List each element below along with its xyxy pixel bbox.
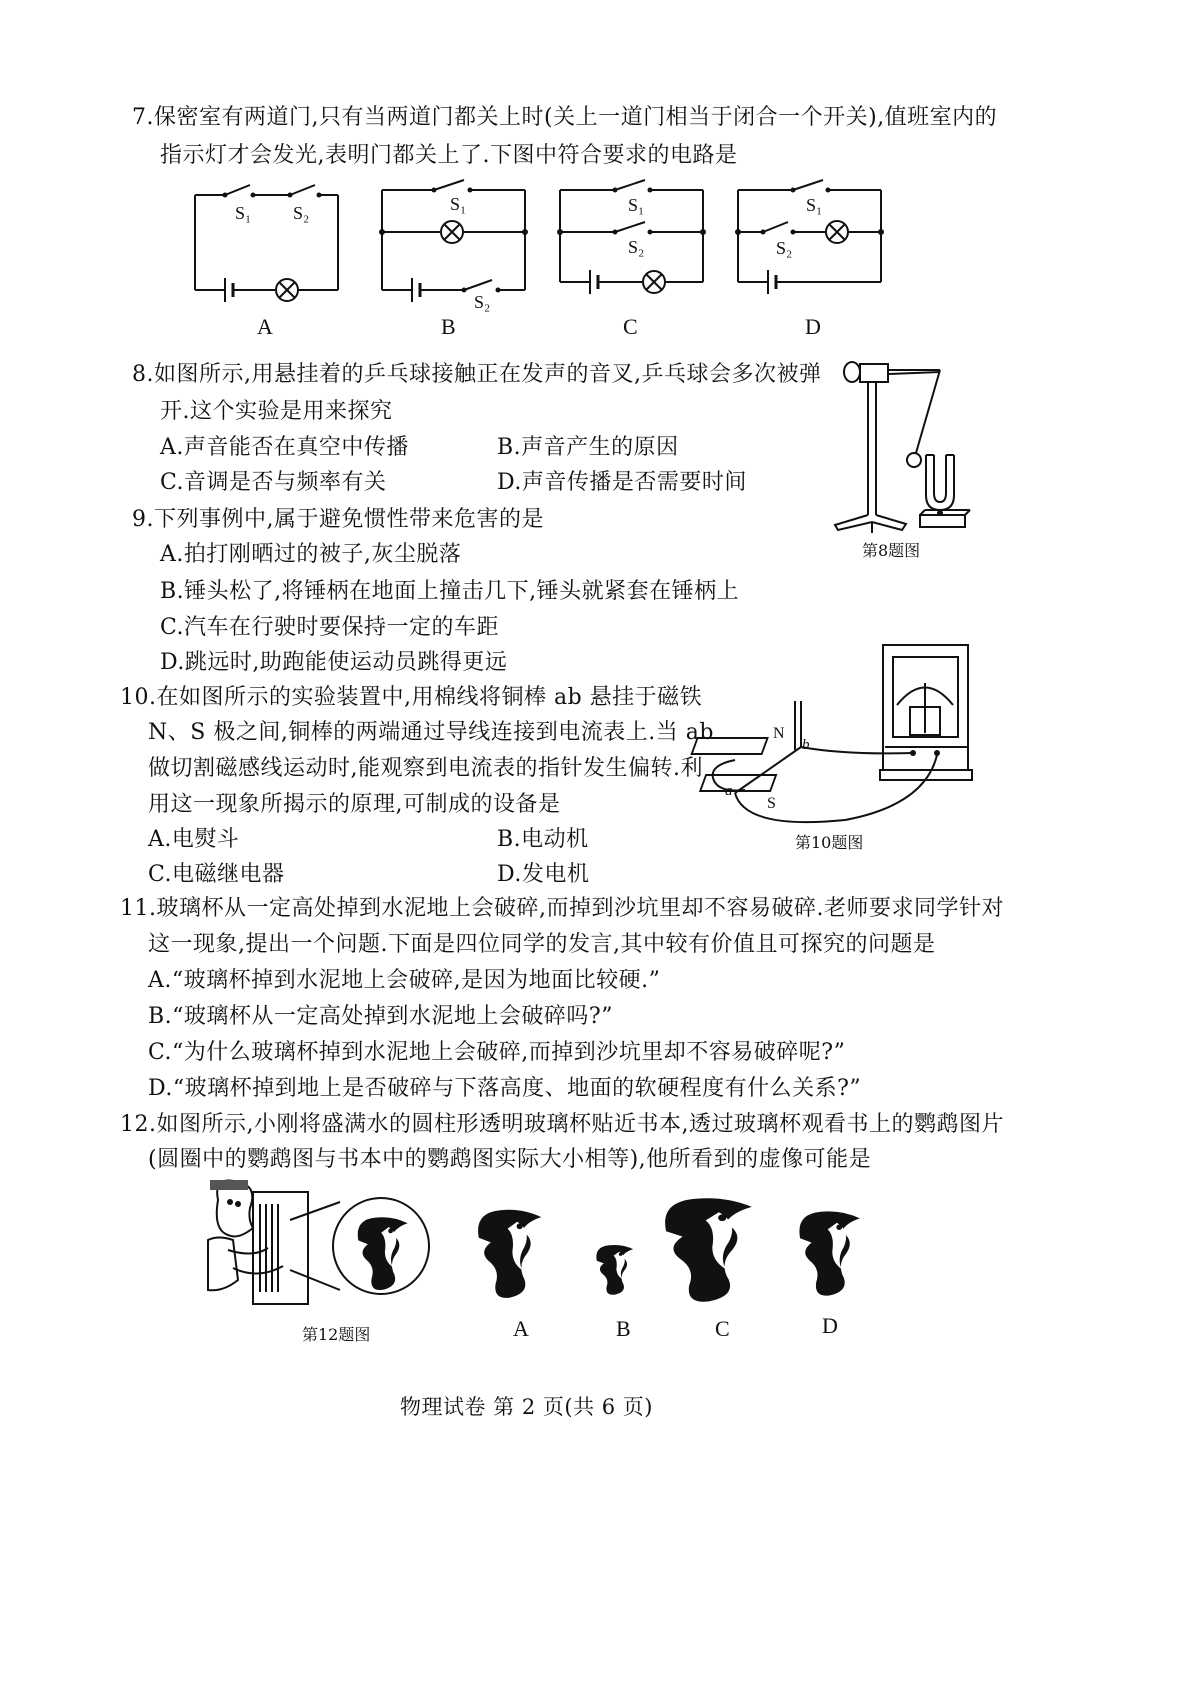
svg-text:S₁: S₁ <box>628 195 645 215</box>
svg-text:S₂: S₂ <box>628 237 645 257</box>
q11-line1: 11.玻璃杯从一定高处掉到水泥地上会破碎,而掉到沙坑里却不容易破碎.老师要求同学针对 <box>120 896 1004 921</box>
q8-line2: 开.这个实验是用来探究 <box>160 399 393 424</box>
q10-option-c: C.电磁继电器 <box>148 862 285 887</box>
circuit-d <box>738 180 888 310</box>
circuit-a <box>195 185 345 305</box>
q9-stem: 9.下列事例中,属于避免惯性带来危害的是 <box>132 507 544 532</box>
q11-option-d: D.“玻璃杯掉到地上是否破碎与下落高度、地面的软硬程度有什么关系?” <box>148 1076 862 1101</box>
rod-end-a-label: a <box>725 783 733 799</box>
parrot-option-d <box>790 1195 870 1305</box>
q12-option-d: D <box>822 1313 838 1338</box>
q11-option-c: C.“为什么玻璃杯掉到水泥地上会破碎,而掉到沙坑里却不容易破碎呢?” <box>148 1040 846 1065</box>
s1-label: S₁ <box>235 203 252 223</box>
q7-option-b: B <box>441 314 456 339</box>
q10-option-b: B.电动机 <box>497 827 589 852</box>
q7-option-c: C <box>623 314 638 339</box>
q9-option-a: A.拍打刚晒过的被子,灰尘脱落 <box>160 542 462 567</box>
circuit-c <box>560 180 710 310</box>
magnet-s-label: S <box>767 795 776 812</box>
q8-figure-caption: 第8题图 <box>862 541 921 560</box>
parrot-option-b <box>585 1232 645 1302</box>
q12-line1: 12.如图所示,小刚将盛满水的圆柱形透明玻璃杯贴近书本,透过玻璃杯观看书上的鹦鹉图片 <box>120 1112 1004 1137</box>
q9-option-b: B.锤头松了,将锤柄在地面上撞击几下,锤头就紧套在锤柄上 <box>160 579 740 604</box>
q9-option-c: C.汽车在行驶时要保持一定的车距 <box>160 615 500 640</box>
circuit-b <box>382 180 532 310</box>
q10-line2: N、S 极之间,铜棒的两端通过导线连接到电流表上.当 ab <box>148 720 714 745</box>
svg-text:S₂: S₂ <box>776 238 793 258</box>
q10-option-d: D.发电机 <box>497 862 590 887</box>
q10-line3: 做切割磁感线运动时,能观察到电流表的指针发生偏转.利 <box>148 756 703 781</box>
q7-line1: 7.保密室有两道门,只有当两道门都关上时(关上一道门相当于闭合一个开关),值班室内的 <box>132 105 998 130</box>
svg-text:S₂: S₂ <box>474 292 491 312</box>
q8-option-b: B.声音产生的原因 <box>497 435 679 460</box>
page-footer: 物理试卷 第 2 页(共 6 页) <box>400 1395 653 1419</box>
q7-line2: 指示灯才会发光,表明门都关上了.下图中符合要求的电路是 <box>160 143 738 168</box>
q10-line4: 用这一现象所揭示的原理,可制成的设备是 <box>148 792 561 817</box>
q11-option-a: A.“玻璃杯掉到水泥地上会破碎,是因为地面比较硬.” <box>148 968 661 993</box>
q9-option-d: D.跳远时,助跑能使运动员跳得更远 <box>160 650 508 675</box>
q8-option-a: A.声音能否在真空中传播 <box>160 435 409 460</box>
q10-line1: 10.在如图所示的实验装置中,用棉线将铜棒 ab 悬挂于磁铁 <box>120 685 703 710</box>
q11-line2: 这一现象,提出一个问题.下面是四位同学的发言,其中较有价值且可探究的问题是 <box>148 932 936 957</box>
q7-option-a: A <box>257 314 273 339</box>
q8-option-d: D.声音传播是否需要时间 <box>497 470 747 495</box>
q7-option-d: D <box>805 314 821 339</box>
rod-end-b-label: b <box>802 737 810 753</box>
s2-label: S₂ <box>293 203 310 223</box>
boy-with-glass-figure <box>208 1180 388 1315</box>
svg-text:S₁: S₁ <box>806 195 823 215</box>
q10-figure-caption: 第10题图 <box>795 833 864 852</box>
q12-option-a: A <box>513 1316 529 1341</box>
galvanometer-figure <box>705 635 995 835</box>
q12-option-c: C <box>715 1316 730 1341</box>
q12-option-b: B <box>616 1316 631 1341</box>
magnet-n-label: N <box>773 725 785 742</box>
q11-option-b: B.“玻璃杯从一定高处掉到水泥地上会破碎吗?” <box>148 1004 613 1029</box>
parrot-option-c <box>655 1180 765 1310</box>
q10-option-a: A.电熨斗 <box>148 827 240 852</box>
svg-text:S₁: S₁ <box>450 194 467 214</box>
q8-option-c: C.音调是否与频率有关 <box>160 470 387 495</box>
q12-figure-caption: 第12题图 <box>302 1325 371 1344</box>
q12-line2: (圆圈中的鹦鹉图与书本中的鹦鹉图实际大小相等),他所看到的虚像可能是 <box>148 1147 872 1172</box>
tuning-fork-figure <box>830 350 990 540</box>
q8-line1: 8.如图所示,用悬挂着的乒乓球接触正在发声的音叉,乒乓球会多次被弹 <box>132 362 822 387</box>
parrot-option-a <box>468 1195 548 1305</box>
